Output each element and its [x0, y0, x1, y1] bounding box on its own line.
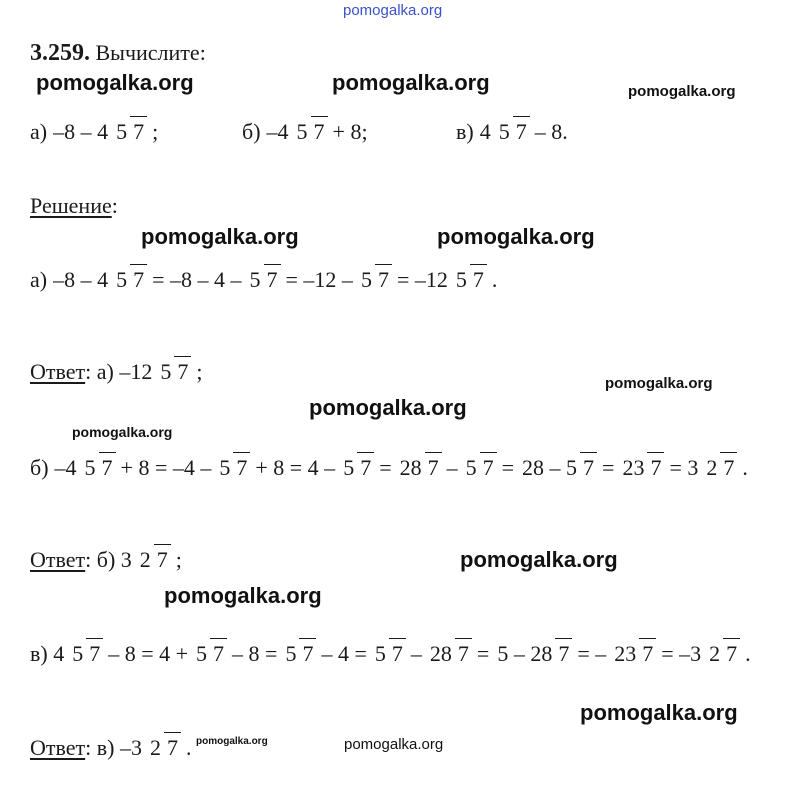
- problem-heading: [30, 40, 206, 67]
- watermark: pomogalka.org: [344, 736, 444, 753]
- answer-a: Ответ : а) –12 5 7 ;: [30, 340, 202, 404]
- fraction: 5 7: [157, 360, 191, 383]
- solution-heading: Решение:: [30, 193, 118, 218]
- watermark: pomogalka.org: [605, 375, 713, 392]
- fraction: 23 7: [619, 456, 664, 479]
- watermark: pomogalka.org: [580, 700, 738, 725]
- fraction: 2 7: [706, 642, 740, 665]
- watermark: pomogalka.org: [36, 70, 194, 95]
- fraction: 2 7: [703, 456, 737, 479]
- fraction: 5 – 28 7: [494, 642, 572, 665]
- expression: – 8.: [534, 119, 568, 144]
- solution-c: в) 4 5 7 – 8 = 4 + 5 7 – 8 = 5 7 – 4 = 5 7 – 28 7 = 5 – 28 7 = – 23 7 = –3 2 7 .: [30, 622, 751, 686]
- fraction: 5 7: [113, 268, 147, 291]
- problem-number: 3.259.: [30, 40, 90, 66]
- solution-a: а) –8 – 4 5 7 = –8 – 4 – 5 7 = –12 – 5 7 = –12 5 7 .: [30, 248, 497, 312]
- answer-label: Ответ: [30, 359, 86, 384]
- fraction: 5 7: [496, 120, 530, 143]
- item-label: а): [30, 119, 48, 144]
- item-label: б): [242, 119, 261, 144]
- fraction: 5 7: [358, 268, 392, 291]
- problem-a: [30, 100, 158, 164]
- expression: ;: [152, 119, 159, 144]
- fraction: 5 7: [372, 642, 406, 665]
- fraction: 5 7: [463, 456, 497, 479]
- fraction: 5 7: [340, 456, 374, 479]
- watermark-top: pomogalka.org: [343, 2, 443, 19]
- watermark: pomogalka.org: [437, 224, 595, 249]
- fraction: 2 7: [137, 548, 171, 571]
- watermark: pomogalka.org: [628, 83, 736, 100]
- watermark: pomogalka.org: [309, 395, 467, 420]
- watermark: pomogalka.org: [141, 224, 299, 249]
- fraction: 28 7: [397, 456, 442, 479]
- expression: –4: [266, 119, 289, 144]
- problem-c: [456, 100, 568, 164]
- watermark: pomogalka.org: [332, 70, 490, 95]
- fraction: 5 7: [453, 268, 487, 291]
- fraction: 5 7: [69, 642, 103, 665]
- fraction: 5 7: [216, 456, 250, 479]
- answer-label: Ответ: [30, 735, 86, 760]
- watermark: pomogalka.org: [164, 583, 322, 608]
- expression: 4: [479, 119, 491, 144]
- watermark: pomogalka.org: [460, 547, 618, 572]
- fraction: 5 7: [247, 268, 281, 291]
- fraction: 5 7: [82, 456, 116, 479]
- answer-label: Ответ: [30, 547, 86, 572]
- fraction: 28 – 5 7: [519, 456, 597, 479]
- expression: –8 – 4: [53, 119, 109, 144]
- fraction: 28 7: [427, 642, 472, 665]
- fraction: 23 7: [611, 642, 656, 665]
- item-label: в): [456, 119, 474, 144]
- fraction: 2 7: [147, 736, 181, 759]
- answer-c: Ответ : в) –3 2 7 .: [30, 716, 191, 780]
- expression: + 8;: [332, 119, 368, 144]
- fraction: 5 7: [282, 642, 316, 665]
- problem-b: [242, 100, 368, 164]
- fraction: 5 7: [294, 120, 328, 143]
- watermark: pomogalka.org: [72, 424, 173, 440]
- fraction: 5 7: [113, 120, 147, 143]
- fraction: 5 7: [193, 642, 227, 665]
- answer-b: Ответ : б) 3 2 7 ;: [30, 528, 182, 592]
- solution-b: б) –4 5 7 + 8 = –4 – 5 7 + 8 = 4 – 5 7 = 28 7 – 5 7 = 28 – 5 7 = 23 7 = 3 2 7 .: [30, 436, 748, 500]
- problem-instruction: Вычислите:: [95, 40, 206, 65]
- watermark: pomogalka.org: [196, 736, 268, 747]
- solution-heading-text: Решение: [30, 193, 112, 218]
